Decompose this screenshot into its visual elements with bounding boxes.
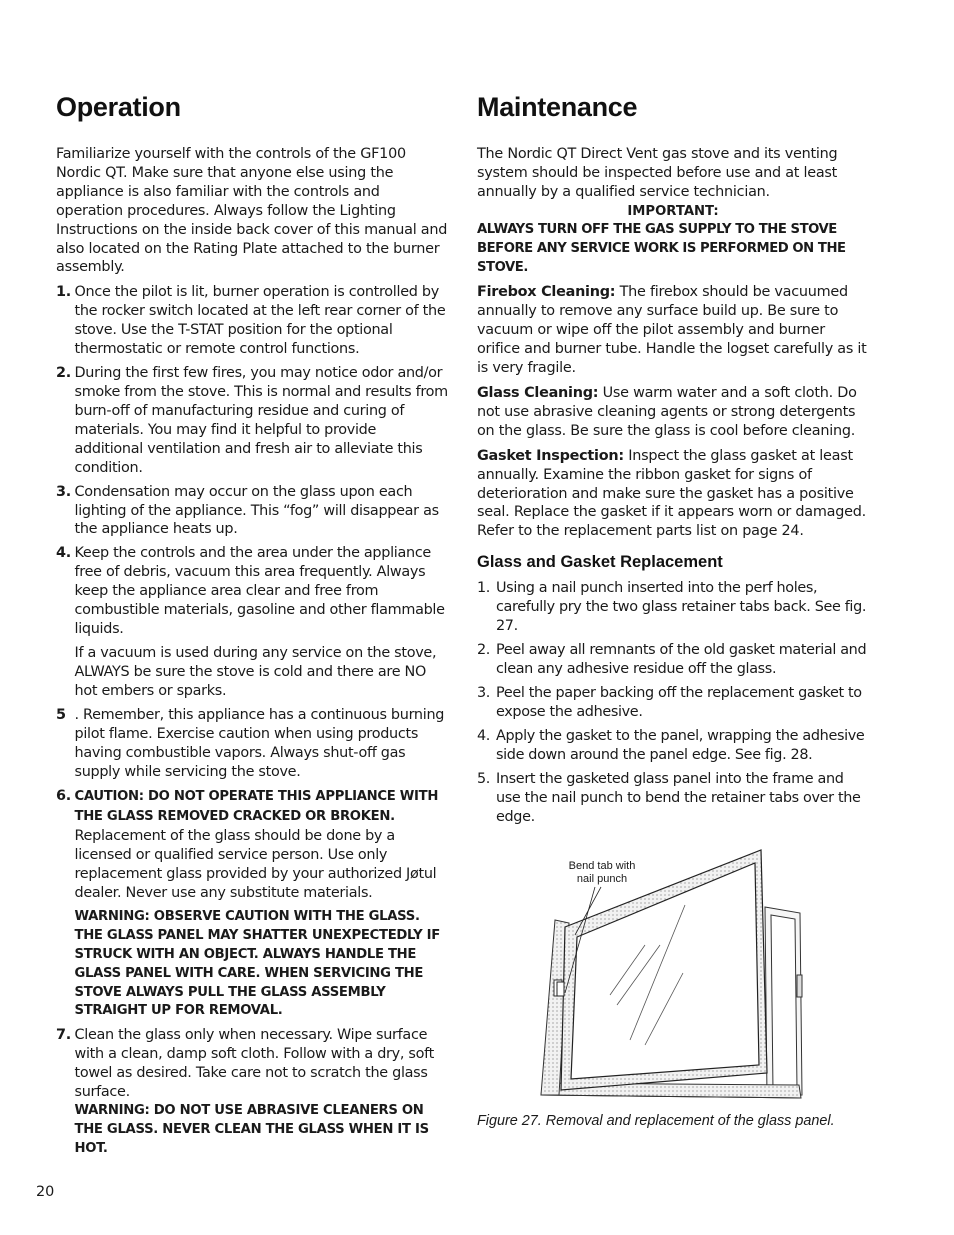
list-item: 7. Clean the glass only when necessary. Wipe surface with a clean, damp soft cloth. Follow with a dry, soft towel as desired. Take care not to scratch the glass surface. WARNING: DO NOT USE ABRASIVE CLEANERS ON THE GLASS. NEVER CLEAN THE GLASS WHEN IT IS HOT. — [56, 1026, 448, 1158]
list-item: 2. During the first few fires, you may notice odor and/or smoke from the stove. This is normal and results from burn-off of manufacturing residue and curing of materials. You may find it helpful to provide additional ventilation and fresh air to alleviate this condition. — [56, 365, 448, 476]
important-text: ALWAYS TURN OFF THE GAS SUPPLY TO THE STOVE BEFORE ANY SERVICE WORK IS PERFORMED ON THE STOVE. — [477, 221, 846, 275]
gasket-inspection: Gasket Inspection: Inspect the glass gasket at least annually. Examine the ribbon gasket for signs of deterioration and make sure the gasket has a positive seal. Replace the gasket if it appears worn or damaged. Refer to the replacement parts list on page 24. — [477, 447, 866, 540]
operation-intro: Familiarize yourself with the controls of the GF100 Nordic QT. Make sure that anyone else using the appliance is also familiar with the controls and operation procedures. Always follow the Lighting Instructions on the inside back cover of this manual and also located on the Rating Plate attached to the burner assembly. — [56, 146, 448, 276]
list-item: 1. Once the pilot is lit, burner operation is controlled by the rocker switch located at the left rear corner of the stove. Use the T-STAT position for the optional thermostatic or remote control functions. — [56, 284, 446, 358]
list-item: 4. Apply the gasket to the panel, wrapping the adhesive side down around the panel edge. See fig. 28. — [477, 727, 865, 763]
list-item: 5 . Remember, this appliance has a continuous burning pilot flame. Exercise caution when using products having combustible vapors. Always shut-off gas supply while servicing the stove. — [56, 707, 445, 780]
frame-back — [765, 907, 802, 1097]
operation-list — [56, 283, 448, 1158]
list-item: 4. Keep the controls and the area under the appliance free of debris, vacuum this area frequently. Always keep the appliance area clear and free from combustible materials, gasoline and other flammable liquids. If a vacuum is used during any service on the stove, ALWAYS be sure the stove is cold and there are NO hot embers or sparks. — [56, 544, 448, 701]
bend-tab-label: Bend tab with nail punch — [568, 860, 636, 885]
list-item: 5. Insert the gasketed glass panel into the frame and use the nail punch to bend the retainer tabs over the edge. — [477, 770, 861, 825]
list-item: 3. Condensation may occur on the glass upon each lighting of the appliance. This “fog” will disappear as the appliance heats up. — [56, 483, 439, 538]
page-number: 20 — [36, 1184, 55, 1200]
cleaning-warning: WARNING: DO NOT USE ABRASIVE CLEANERS ON THE GLASS. NEVER CLEAN THE GLASS WHEN IT IS HOT. — [74, 1103, 429, 1156]
firebox-cleaning: Firebox Cleaning: The firebox should be vacuumed annually to remove any surface build up. Be sure to vacuum or wipe off the pilot assembly and burner orifice and burner tube. Handle the logset carefully as it is very fragile. — [477, 284, 867, 377]
list-item: 3. Peel the paper backing off the replacement gasket to expose the adhesive. — [477, 684, 862, 720]
maintenance-heading: Maintenance — [477, 92, 638, 122]
replacement-steps — [477, 579, 869, 826]
caution-text: CAUTION: DO NOT OPERATE THIS APPLIANCE WITH THE GLASS REMOVED CRACKED OR BROKEN. — [74, 788, 439, 824]
vacuum-note: If a vacuum is used during any service on the stove, ALWAYS be sure the stove is cold and there are NO hot embers or sparks. — [74, 645, 437, 700]
list-item: 6. CAUTION: DO NOT OPERATE THIS APPLIANCE WITH THE GLASS REMOVED CRACKED OR BROKEN. Replacement of the glass should be done by a licensed or qualified service person. Use only replacement glass provided by your authorized Jøtul dealer. Never use any substitute materials. WARNING: OBSERVE CAUTION WITH THE GLASS. THE GLASS PANEL MAY SHATTER UNEXPECTEDLY IF STRUCK WITH AN OBJECT. ALWAYS HANDLE THE GLASS PANEL WITH CARE. WHEN SERVICING THE STOVE ALWAYS PULL THE GLASS ASSEMBLY STRAIGHT UP FOR REMOVAL. — [56, 787, 448, 1021]
operation-heading: Operation — [56, 92, 181, 122]
list-item: 2. Peel away all remnants of the old gasket material and clean any adhesive residue off the glass. — [477, 642, 867, 677]
list-item: 1. Using a nail punch inserted into the perf holes, carefully pry the two glass retainer tabs back. See fig. 27. — [477, 580, 867, 635]
maintenance-section — [477, 88, 869, 832]
glass-cleaning: Glass Cleaning: Use warm water and a soft cloth. Do not use abrasive cleaning agents or strong detergents on the glass. Be sure the glass is cool before cleaning. — [477, 384, 857, 439]
glass-panel — [561, 850, 767, 1090]
important-label: IMPORTANT: — [627, 203, 719, 219]
glass-gasket-heading: Glass and Gasket Replacement — [477, 553, 723, 572]
operation-section — [56, 88, 448, 1164]
maintenance-intro: The Nordic QT Direct Vent gas stove and its venting system should be inspected before use and at least annually by a qualified service technician. — [477, 146, 838, 200]
glass-warning: WARNING: OBSERVE CAUTION WITH THE GLASS. THE GLASS PANEL MAY SHATTER UNEXPECTEDLY IF STRUCK WITH AN OBJECT. ALWAYS HANDLE THE GLASS PANEL WITH CARE. WHEN SERVICING THE STOVE ALWAYS PULL THE GLASS ASSEMBLY STRAIGHT UP FOR REMOVAL. — [74, 908, 440, 1019]
retainer-tab — [557, 982, 564, 996]
figure-caption: Figure 27. Removal and replacement of the glass panel. — [477, 1113, 835, 1129]
